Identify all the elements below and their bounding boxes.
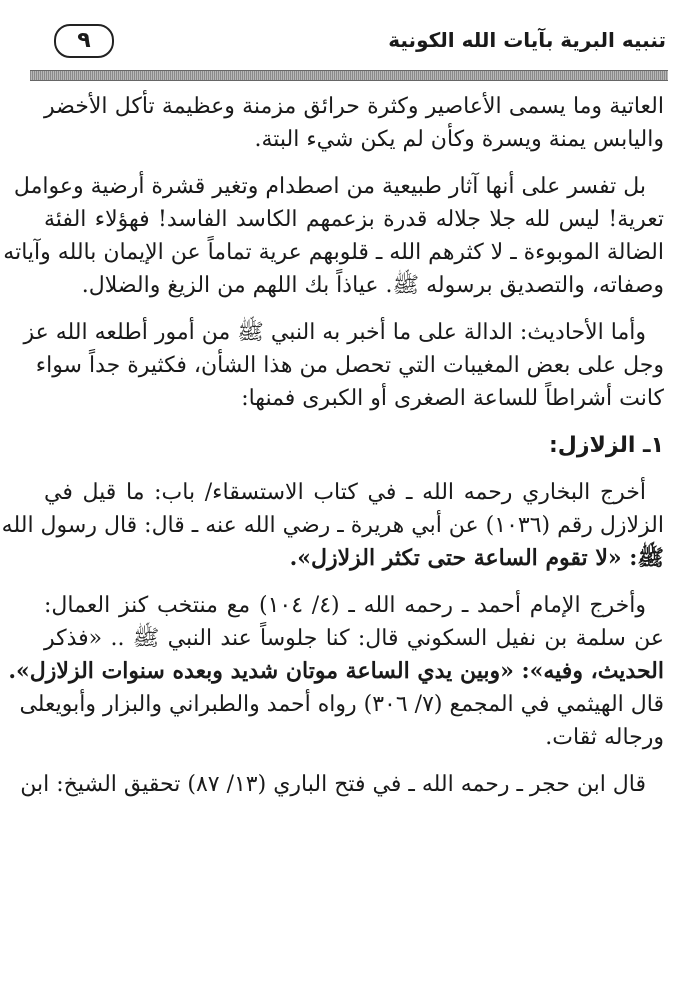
- text-line: وأما الأحاديث: الدالة على ما أخبر به النبي ﷺ من أمور أطلعه الله عز: [23, 320, 646, 345]
- paragraph: [8, 589, 664, 754]
- hadith-line: الحديث، وفيه»: «وبين يدي الساعة موتان شديد وبعده سنوات الزلازل».: [8, 658, 664, 684]
- page-number: ٩: [54, 24, 114, 58]
- book-title: تنبيه البرية بآيات الله الكونية: [388, 28, 666, 52]
- text-line: الزلازل رقم (١٠٣٦) عن أبي هريرة ـ رضي الله عنه ـ قال: قال رسول الله: [1, 513, 664, 538]
- paragraph: [20, 768, 664, 801]
- text-line: وصفاته، والتصديق برسوله ﷺ. عياذاً بك اللهم من الزيغ والضلال.: [81, 273, 664, 298]
- paragraph: [3, 170, 665, 302]
- paragraph: [1, 476, 664, 575]
- text-line: ورجاله ثقات.: [545, 725, 664, 750]
- text-line: تعرية! ليس لله جلا جلاله قدرة بزعمهم الكاسد الفاسد! فهؤلاء الفئة: [44, 207, 665, 232]
- text-line: وجل على بعض المغيبات التي تحصل من هذا الشأن، فكثيرة جداً سواء: [35, 353, 664, 378]
- text-line: وأخرج الإمام أحمد ـ رحمه الله ـ (٤/ ١٠٤) مع منتخب كنز العمال:: [44, 593, 647, 618]
- text-line: واليابس يمنة ويسرة وكأن لم يكن شيء البتة.: [254, 127, 664, 152]
- text-line: قال ابن حجر ـ رحمه الله ـ في فتح الباري (١٣/ ٨٧) تحقيق الشيخ: ابن: [20, 772, 646, 797]
- hadith-line: ﷺ: «لا تقوم الساعة حتى تكثر الزلازل».: [289, 545, 664, 571]
- paragraph: [44, 90, 664, 156]
- section-heading: ١ـ الزلازل:: [548, 433, 664, 458]
- text-line: بل تفسر على أنها آثار طبيعية من اصطدام وتغير قشرة أرضية وعوامل: [13, 174, 646, 199]
- page-header: [26, 22, 670, 66]
- text-line: أخرج البخاري رحمه الله ـ في كتاب الاستسقاء/ باب: ما قيل في: [44, 480, 646, 505]
- text-line: عن سلمة بن نفيل السكوني قال: كنا جلوساً عند النبي ﷺ .. «فذكر: [44, 626, 664, 651]
- text-line: الضالة الموبوءة ـ لا كثرهم الله ـ قلوبهم عرية تماماً عن الإيمان بالله وآياته: [3, 240, 664, 265]
- paragraph: [23, 316, 664, 415]
- page-body: [1, 90, 665, 815]
- text-line: كانت أشراطاً للساعة الصغرى أو الكبرى فمنها:: [241, 386, 664, 411]
- text-line: العاتية وما يسمى الأعاصير وكثرة حرائق مزمنة وعظيمة تأكل الأخضر: [44, 94, 664, 119]
- text-line: قال الهيثمي في المجمع (٧/ ٣٠٦) رواه أحمد والطبراني والبزار وأبويعلى: [19, 692, 664, 717]
- header-rule: [30, 70, 668, 81]
